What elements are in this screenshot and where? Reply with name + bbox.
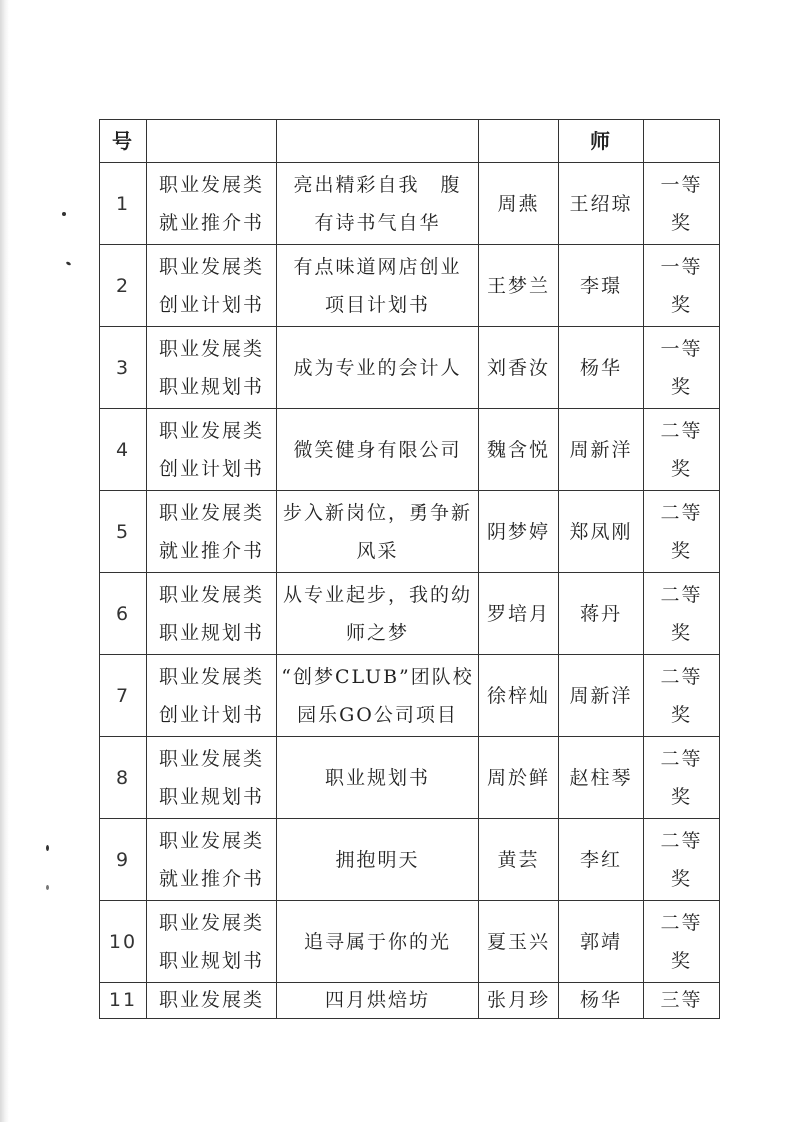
project-title-line: 拥抱明天 bbox=[335, 848, 420, 871]
student-cell: 张月珍 bbox=[479, 983, 559, 1019]
student-cell: 夏玉兴 bbox=[479, 901, 559, 983]
teacher-cell: 赵柱琴 bbox=[559, 737, 644, 819]
project-title-line: 职业规划书 bbox=[324, 766, 430, 789]
teacher-cell: 李红 bbox=[559, 819, 644, 901]
award-line: 奖 bbox=[670, 375, 692, 398]
row-number-cell: 1 bbox=[100, 163, 147, 245]
award-line: 奖 bbox=[670, 539, 692, 562]
category-cell bbox=[147, 655, 277, 737]
row-number-cell: 3 bbox=[100, 327, 147, 409]
award-line: 奖 bbox=[670, 621, 692, 644]
table-row bbox=[100, 245, 720, 327]
category-line: 职业规划书 bbox=[158, 785, 264, 808]
row-number-cell: 4 bbox=[100, 409, 147, 491]
table-row bbox=[100, 819, 720, 901]
header-row bbox=[100, 120, 720, 163]
project-title-line: 园乐GO公司项目 bbox=[297, 703, 458, 726]
project-title-line: 步入新岗位，勇争新 bbox=[282, 501, 472, 524]
row-number-cell: 11 bbox=[100, 983, 147, 1019]
award-cell bbox=[644, 163, 720, 245]
category-line: 职业发展类 bbox=[158, 337, 264, 360]
category-cell bbox=[147, 245, 277, 327]
header-cell-title bbox=[277, 120, 479, 163]
project-title-cell bbox=[277, 737, 479, 819]
teacher-cell: 杨华 bbox=[559, 327, 644, 409]
header-cell-no: 号 bbox=[100, 120, 147, 163]
student-cell: 黄芸 bbox=[479, 819, 559, 901]
award-cell bbox=[644, 655, 720, 737]
table-row bbox=[100, 737, 720, 819]
award-cell bbox=[644, 245, 720, 327]
student-cell: 周燕 bbox=[479, 163, 559, 245]
award-cell bbox=[644, 819, 720, 901]
teacher-cell: 杨华 bbox=[559, 983, 644, 1019]
teacher-cell: 李璟 bbox=[559, 245, 644, 327]
row-number-cell: 7 bbox=[100, 655, 147, 737]
award-line: 奖 bbox=[670, 785, 692, 808]
award-line: 奖 bbox=[670, 457, 692, 480]
project-title-cell bbox=[277, 901, 479, 983]
award-line: 奖 bbox=[670, 867, 692, 890]
project-title-cell bbox=[277, 491, 479, 573]
teacher-cell: 蒋丹 bbox=[559, 573, 644, 655]
table-body bbox=[100, 120, 720, 1019]
project-title-cell bbox=[277, 573, 479, 655]
category-line: 职业规划书 bbox=[158, 949, 264, 972]
table-row bbox=[100, 163, 720, 245]
teacher-cell: 郭靖 bbox=[559, 901, 644, 983]
student-cell: 周於鲜 bbox=[479, 737, 559, 819]
student-cell: 王梦兰 bbox=[479, 245, 559, 327]
category-line: 职业发展类 bbox=[158, 665, 264, 688]
award-line: 奖 bbox=[670, 949, 692, 972]
category-cell bbox=[147, 327, 277, 409]
award-cell bbox=[644, 737, 720, 819]
award-line: 一等 bbox=[660, 255, 703, 278]
award-line: 一等 bbox=[660, 173, 703, 196]
category-line: 创业计划书 bbox=[158, 703, 264, 726]
category-line: 职业发展类 bbox=[158, 255, 264, 278]
table-row bbox=[100, 983, 720, 1019]
header-cell-teacher: 师 bbox=[559, 120, 644, 163]
category-line: 创业计划书 bbox=[158, 293, 264, 316]
project-title-cell bbox=[277, 245, 479, 327]
header-cell-award bbox=[644, 120, 720, 163]
table-row bbox=[100, 409, 720, 491]
category-cell bbox=[147, 737, 277, 819]
scan-page-edge bbox=[0, 0, 9, 1122]
award-line: 二等 bbox=[660, 419, 703, 442]
project-title-cell bbox=[277, 983, 479, 1019]
project-title-cell bbox=[277, 327, 479, 409]
teacher-cell: 周新洋 bbox=[559, 655, 644, 737]
category-cell bbox=[147, 409, 277, 491]
project-title-line: 有点味道网店创业 bbox=[293, 255, 462, 278]
award-line: 二等 bbox=[660, 665, 703, 688]
project-title-line: 有诗书气自华 bbox=[314, 211, 441, 234]
category-line: 职业发展类 bbox=[158, 173, 264, 196]
category-line: 职业发展类 bbox=[158, 911, 264, 934]
category-line: 就业推介书 bbox=[158, 539, 264, 562]
row-number-cell: 2 bbox=[100, 245, 147, 327]
category-line: 创业计划书 bbox=[158, 457, 264, 480]
row-number-cell: 9 bbox=[100, 819, 147, 901]
header-cell-student bbox=[479, 120, 559, 163]
category-cell bbox=[147, 819, 277, 901]
category-line: 职业发展类 bbox=[158, 747, 264, 770]
scan-speck bbox=[46, 885, 49, 890]
table-row bbox=[100, 901, 720, 983]
project-title-line: 追寻属于你的光 bbox=[303, 930, 451, 953]
category-cell bbox=[147, 491, 277, 573]
award-line: 二等 bbox=[660, 911, 703, 934]
header-cell-category bbox=[147, 120, 277, 163]
category-cell bbox=[147, 901, 277, 983]
teacher-cell: 郑凤刚 bbox=[559, 491, 644, 573]
award-cell bbox=[644, 409, 720, 491]
award-cell bbox=[644, 327, 720, 409]
row-number-cell: 10 bbox=[100, 901, 147, 983]
table-row bbox=[100, 655, 720, 737]
category-cell bbox=[147, 163, 277, 245]
row-number-cell: 6 bbox=[100, 573, 147, 655]
category-cell bbox=[147, 573, 277, 655]
award-line: 奖 bbox=[670, 703, 692, 726]
award-cell bbox=[644, 983, 720, 1019]
category-line: 职业发展类 bbox=[158, 501, 264, 524]
table-row bbox=[100, 573, 720, 655]
category-line: 职业发展类 bbox=[158, 989, 264, 1011]
award-line: 奖 bbox=[670, 293, 692, 316]
table-row bbox=[100, 327, 720, 409]
row-number-cell: 8 bbox=[100, 737, 147, 819]
category-line: 就业推介书 bbox=[158, 867, 264, 890]
project-title-line: 师之梦 bbox=[345, 621, 409, 644]
award-cell bbox=[644, 573, 720, 655]
student-cell: 罗培月 bbox=[479, 573, 559, 655]
student-cell: 魏含悦 bbox=[479, 409, 559, 491]
category-line: 职业发展类 bbox=[158, 583, 264, 606]
project-title-line: 成为专业的会计人 bbox=[293, 356, 462, 379]
project-title-line: 项目计划书 bbox=[324, 293, 430, 316]
project-title-cell bbox=[277, 819, 479, 901]
row-number-cell: 5 bbox=[100, 491, 147, 573]
project-title-line: 从专业起步，我的幼 bbox=[282, 583, 472, 606]
category-line: 职业发展类 bbox=[158, 419, 264, 442]
project-title-cell bbox=[277, 409, 479, 491]
teacher-cell: 周新洋 bbox=[559, 409, 644, 491]
scan-speck bbox=[66, 261, 72, 266]
scan-speck bbox=[46, 845, 49, 851]
student-cell: 阴梦婷 bbox=[479, 491, 559, 573]
award-cell bbox=[644, 901, 720, 983]
project-title-line: 四月烘焙坊 bbox=[324, 989, 430, 1011]
project-title-line: “创梦CLUB”团队校 bbox=[281, 665, 474, 688]
award-line: 二等 bbox=[660, 829, 703, 852]
student-cell: 徐梓灿 bbox=[479, 655, 559, 737]
award-cell bbox=[644, 491, 720, 573]
award-line: 三等 bbox=[660, 989, 703, 1011]
category-line: 职业规划书 bbox=[158, 375, 264, 398]
category-cell bbox=[147, 983, 277, 1019]
student-cell: 刘香汝 bbox=[479, 327, 559, 409]
project-title-line: 亮出精彩自我 腹 bbox=[293, 173, 462, 196]
scan-speck bbox=[62, 212, 66, 216]
teacher-cell: 王绍琼 bbox=[559, 163, 644, 245]
project-title-line: 风采 bbox=[356, 539, 399, 562]
award-line: 二等 bbox=[660, 747, 703, 770]
award-line: 奖 bbox=[670, 211, 692, 234]
project-title-cell bbox=[277, 655, 479, 737]
category-line: 职业发展类 bbox=[158, 829, 264, 852]
award-line: 二等 bbox=[660, 583, 703, 606]
award-table bbox=[99, 119, 720, 1019]
award-line: 二等 bbox=[660, 501, 703, 524]
project-title-line: 微笑健身有限公司 bbox=[293, 438, 462, 461]
award-line: 一等 bbox=[660, 337, 703, 360]
project-title-cell bbox=[277, 163, 479, 245]
category-line: 就业推介书 bbox=[158, 211, 264, 234]
table-row bbox=[100, 491, 720, 573]
category-line: 职业规划书 bbox=[158, 621, 264, 644]
